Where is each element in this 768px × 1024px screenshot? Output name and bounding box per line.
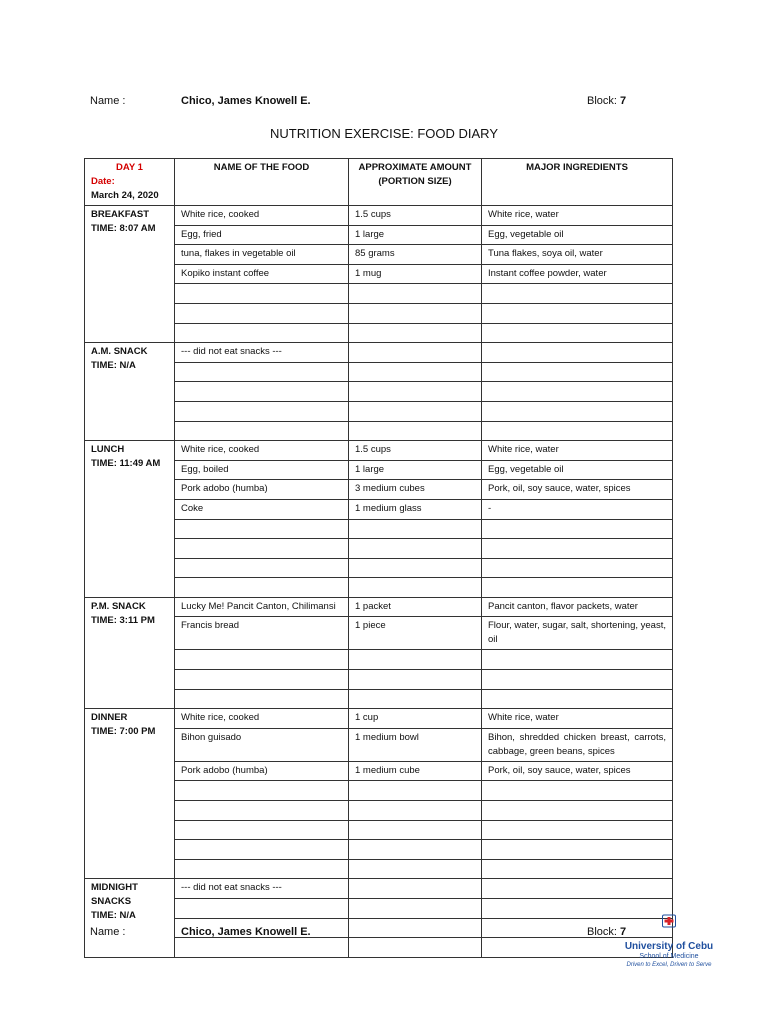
ingredients-cell: Egg, vegetable oil <box>482 225 673 245</box>
amount-cell: 1.5 cups <box>349 206 482 226</box>
amount-cell <box>349 558 482 578</box>
ingredients-column-header: MAJOR INGREDIENTS <box>482 159 673 206</box>
meal-label-cell <box>85 441 175 598</box>
food-cell <box>175 938 349 958</box>
ingredients-cell <box>482 343 673 363</box>
food-cell: Pork adobo (humba) <box>175 480 349 500</box>
amount-cell <box>349 801 482 821</box>
ingredients-cell <box>482 879 673 899</box>
meal-name: DINNER <box>91 712 128 724</box>
amount-column-header <box>349 159 482 206</box>
ingredients-cell <box>482 323 673 343</box>
food-cell <box>175 820 349 840</box>
food-cell <box>175 303 349 323</box>
ingredients-cell <box>482 859 673 879</box>
ingredients-cell: White rice, water <box>482 206 673 226</box>
food-cell: Pork adobo (humba) <box>175 761 349 781</box>
amount-header-line1: APPROXIMATE AMOUNT <box>358 162 472 173</box>
amount-cell: 1 mug <box>349 264 482 284</box>
ingredients-cell <box>482 801 673 821</box>
amount-cell <box>349 859 482 879</box>
meal-name: BREAKFAST <box>91 209 150 220</box>
footer-student-name: Chico, James Knowell E. <box>181 926 311 938</box>
amount-cell <box>349 840 482 860</box>
amount-header-line2: (PORTION SIZE) <box>378 176 452 187</box>
food-cell <box>175 362 349 382</box>
food-cell: White rice, cooked <box>175 709 349 729</box>
amount-cell <box>349 284 482 304</box>
block-label-text: Block: <box>587 95 617 107</box>
amount-cell <box>349 421 482 441</box>
ingredients-cell <box>482 650 673 670</box>
food-diary-table <box>84 158 673 958</box>
food-cell <box>175 578 349 598</box>
amount-cell <box>349 343 482 363</box>
ingredients-cell <box>482 284 673 304</box>
date-label: Date: <box>91 176 115 187</box>
date-value: March 24, 2020 <box>91 190 159 201</box>
food-cell <box>175 558 349 578</box>
food-cell: Egg, boiled <box>175 460 349 480</box>
meal-label-cell <box>85 206 175 343</box>
ingredients-cell: White rice, water <box>482 709 673 729</box>
amount-cell <box>349 781 482 801</box>
food-column-header: NAME OF THE FOOD <box>175 159 349 206</box>
amount-cell <box>349 303 482 323</box>
food-cell: --- did not eat snacks --- <box>175 879 349 899</box>
amount-cell <box>349 650 482 670</box>
amount-cell: 1 medium cube <box>349 761 482 781</box>
table-row <box>85 879 673 899</box>
amount-cell <box>349 578 482 598</box>
amount-cell <box>349 879 482 899</box>
food-cell: Coke <box>175 499 349 519</box>
meal-label-cell <box>85 343 175 441</box>
page-title: NUTRITION EXERCISE: FOOD DIARY <box>269 126 498 141</box>
food-cell: Bihon guisado <box>175 728 349 761</box>
ingredients-cell <box>482 689 673 709</box>
food-cell: --- did not eat snacks --- <box>175 343 349 363</box>
meal-name: A.M. SNACK <box>91 346 148 358</box>
amount-cell <box>349 820 482 840</box>
ingredients-cell: - <box>482 499 673 519</box>
table-header-row <box>85 159 673 206</box>
amount-cell <box>349 938 482 958</box>
amount-cell <box>349 539 482 559</box>
table-row <box>85 206 673 226</box>
ingredients-cell: Pork, oil, soy sauce, water, spices <box>482 480 673 500</box>
amount-cell <box>349 918 482 938</box>
ingredients-cell <box>482 781 673 801</box>
meal-label-cell <box>85 879 175 957</box>
logo-school: School of Medicine <box>639 953 699 960</box>
amount-cell <box>349 401 482 421</box>
meal-time: TIME: N/A <box>91 910 136 922</box>
table-row <box>85 597 673 617</box>
university-logo-icon <box>614 914 724 944</box>
ingredients-cell <box>482 578 673 598</box>
food-cell <box>175 382 349 402</box>
amount-cell: 1 packet <box>349 597 482 617</box>
amount-cell: 1 large <box>349 460 482 480</box>
food-cell <box>175 899 349 919</box>
food-cell: White rice, cooked <box>175 206 349 226</box>
food-cell <box>175 323 349 343</box>
ingredients-cell <box>482 820 673 840</box>
day-label: DAY 1 <box>116 162 143 173</box>
food-cell: tuna, flakes in vegetable oil <box>175 245 349 265</box>
diary-body <box>85 206 673 958</box>
food-cell <box>175 801 349 821</box>
food-cell <box>175 859 349 879</box>
table-row <box>85 441 673 461</box>
ingredients-cell: Pork, oil, soy sauce, water, spices <box>482 761 673 781</box>
meal-name: LUNCH <box>91 444 125 456</box>
meal-label-cell <box>85 597 175 708</box>
ingredients-cell <box>482 303 673 323</box>
ingredients-cell: Bihon, shredded chicken breast, carrots, cabbage, green beans, spices <box>482 728 673 761</box>
amount-cell: 3 medium cubes <box>349 480 482 500</box>
amount-cell <box>349 382 482 402</box>
amount-cell: 1 large <box>349 225 482 245</box>
amount-cell <box>349 670 482 690</box>
logo-university: University of Cebu <box>624 941 714 952</box>
day-header <box>85 159 175 206</box>
amount-cell <box>349 519 482 539</box>
amount-cell <box>349 362 482 382</box>
footer-name-label: Name : <box>90 926 126 938</box>
amount-cell: 1.5 cups <box>349 441 482 461</box>
student-name: Chico, James Knowell E. <box>181 95 311 107</box>
footer-block-value: 7 <box>620 926 627 938</box>
food-cell <box>175 670 349 690</box>
meal-label-cell <box>85 709 175 879</box>
ingredients-cell: Egg, vegetable oil <box>482 460 673 480</box>
food-cell: Kopiko instant coffee <box>175 264 349 284</box>
block-label <box>587 95 626 107</box>
ingredients-cell <box>482 382 673 402</box>
food-cell: White rice, cooked <box>175 441 349 461</box>
ingredients-cell <box>482 362 673 382</box>
food-cell <box>175 519 349 539</box>
food-cell <box>175 650 349 670</box>
amount-cell <box>349 899 482 919</box>
amount-cell <box>349 689 482 709</box>
food-cell <box>175 840 349 860</box>
food-cell: Egg, fried <box>175 225 349 245</box>
ingredients-cell: Instant coffee powder, water <box>482 264 673 284</box>
ingredients-cell: Flour, water, sugar, salt, shortening, yeast, oil <box>482 617 673 650</box>
food-cell: Francis bread <box>175 617 349 650</box>
meal-name: P.M. SNACK <box>91 600 146 612</box>
ingredients-cell: White rice, water <box>482 441 673 461</box>
table-row <box>85 709 673 729</box>
logo-cross-horizontal <box>665 920 674 923</box>
amount-cell: 1 medium glass <box>349 499 482 519</box>
food-cell <box>175 421 349 441</box>
meal-time: TIME: 7:00 PM <box>91 726 156 738</box>
meal-time: TIME: N/A <box>91 360 136 372</box>
ingredients-cell: Tuna flakes, soya oil, water <box>482 245 673 265</box>
meal-name: MIDNIGHT SNACKS <box>91 882 138 908</box>
amount-cell: 1 cup <box>349 709 482 729</box>
ingredients-cell <box>482 670 673 690</box>
ingredients-cell <box>482 401 673 421</box>
food-cell <box>175 781 349 801</box>
food-cell <box>175 539 349 559</box>
ingredients-cell <box>482 421 673 441</box>
name-label: Name : <box>90 95 126 107</box>
amount-cell: 1 medium bowl <box>349 728 482 761</box>
food-cell <box>175 401 349 421</box>
ingredients-cell: Pancit canton, flavor packets, water <box>482 597 673 617</box>
footer-block-label-text: Block: <box>587 926 617 938</box>
amount-cell: 85 grams <box>349 245 482 265</box>
meal-time: TIME: 3:11 PM <box>91 614 155 626</box>
logo-tagline: Driven to Excel, Driven to Serve <box>626 962 712 968</box>
ingredients-cell <box>482 539 673 559</box>
meal-time: TIME: 11:49 AM <box>91 458 161 470</box>
ingredients-cell <box>482 558 673 578</box>
block-value: 7 <box>620 95 627 107</box>
table-row <box>85 343 673 363</box>
food-cell <box>175 284 349 304</box>
meal-time: TIME: 8:07 AM <box>91 223 156 234</box>
food-cell <box>175 689 349 709</box>
food-cell: Lucky Me! Pancit Canton, Chilimansi <box>175 597 349 617</box>
ingredients-cell <box>482 840 673 860</box>
ingredients-cell <box>482 519 673 539</box>
amount-cell: 1 piece <box>349 617 482 650</box>
amount-cell <box>349 323 482 343</box>
